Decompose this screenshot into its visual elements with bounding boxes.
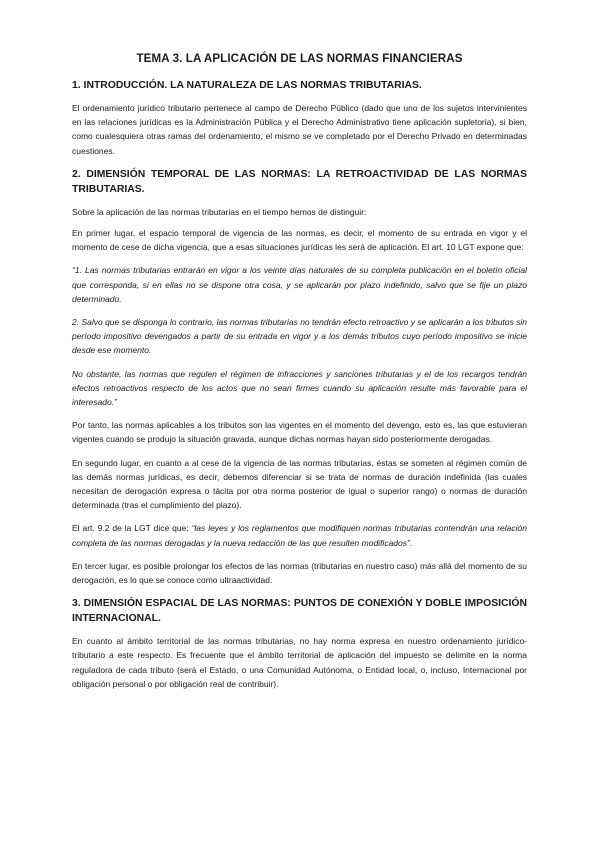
section-2-paragraph-2: En primer lugar, el espacio temporal de vigencia de las normas, es decir, el momento de su entrada en vigor y el momento de cese de dicha vigencia, que a esas situaciones jurídicas les será de aplicación. El art. 10 LGT expone que:: [72, 228, 527, 253]
art-10-quote-3: No obstante, las normas que regulen el régimen de infracciones y sanciones tributarias y el de los recargos tendrán efectos retroactivos respecto de los actos que no sean firmes cuando su aplicación resulte más favorable para el interesado.”: [72, 368, 527, 408]
section-2-paragraph-4: En segundo lugar, en cuanto a al cese de la vigencia de las normas tributarias, éstas se someten al régimen común de las demás normas jurídicas, es decir, debemos diferenciar si se trata de normas de duración indefinida (las cuales necesitan de derogación expresa o tácita por otra norma posterior de igual o superior rango) o normas de duración determinada (tras el cumplimiento del plazo).: [72, 457, 527, 511]
section-dimension-espacial: [72, 596, 527, 691]
section-2-heading: 2. DIMENSIÓN TEMPORAL DE LAS NORMAS: LA RETROACTIVIDAD DE LAS NORMAS TRIBUTARIAS.: [72, 168, 527, 195]
section-2-paragraph-3: Por tanto, las normas aplicables a los tributos son las vigentes en el momento del devengo, esto es, las que estuvieran vigentes cuando se produjo la situación gravada, aunque dichas normas hayan sido posteriormente derogadas.: [72, 420, 527, 445]
section-1-paragraph-1: El ordenamiento jurídico tributario pertenece al campo de Derecho Público (dado que uno de los sujetos intervinientes en las relaciones jurídicas es la Administración Pública y el Derecho Administrativo tiene aplicación supletoria), si bien, como cualesquiera otras ramas del ordenamiento, el mismo se ve completado por el Derecho Privado en determinadas cuestiones.: [72, 103, 527, 156]
section-3-heading: 3. DIMENSIÓN ESPACIAL DE LAS NORMAS: PUNTOS DE CONEXIÓN Y DOBLE IMPOSICIÓN INTERNACIONAL.: [72, 598, 527, 625]
section-3-paragraph-1: En cuanto al ámbito territorial de las normas tributarias, no hay norma expresa en nuestro ordenamiento jurídico-tributario a este respecto. Es frecuente que el ámbito territorial de aplicación del impuesto se delimite en la norma reguladora de cada tributo (será el Estado, o una Comunidad Autónoma, o Entidad local, o, incluso, Internacional por obligación personal o por obligación real de contribuir).: [72, 636, 527, 689]
art-10-quote-1: “1. Las normas tributarias entrarán en vigor a los veinte días naturales de su completa publicación en el boletín oficial que corresponda, si en ellas no se dispone otra cosa, y se aplicarán por plazo indefinido, salvo que se fije un plazo determinado.: [72, 265, 527, 304]
art-9-lead-text: El art. 9.2 de la LGT dice que:: [72, 523, 192, 534]
art-9-end: .: [409, 537, 413, 548]
art-10-quote-2: 2. Salvo que se disponga lo contrario, las normas tributarias no tendrán efecto retroactivo y se aplicarán a los tributos sin período impositivo devengados a partir de su entrada en vigor y a los demás tributos cuyo período impositivo se inicie desde ese momento.: [72, 317, 527, 356]
section-1-heading: 1. INTRODUCCIÓN. LA NATURALEZA DE LAS NORMAS TRIBUTARIAS.: [72, 80, 422, 91]
section-2-paragraph-6: En tercer lugar, es posible prolongar los efectos de las normas (tributarias en nuestro caso) más allá del momento de su derogación, es lo que se conoce como ultraactividad.: [72, 560, 527, 586]
section-2-paragraph-1: Sobre la aplicación de las normas tributarias en el tiempo hemos de distinguir:: [72, 206, 367, 217]
section-2-paragraph-5: [72, 521, 527, 549]
art-9-quote: “las leyes y los reglamentos que modifiquen normas tributarias contendrán una relación completa de las normas derogadas y la nueva redacción de las que resulten modificados”: [72, 523, 527, 548]
section-dimension-temporal: [72, 167, 527, 587]
document-title: TEMA 3. LA APLICACIÓN DE LAS NORMAS FINANCIERAS: [136, 52, 463, 65]
section-introduccion: [72, 78, 527, 158]
